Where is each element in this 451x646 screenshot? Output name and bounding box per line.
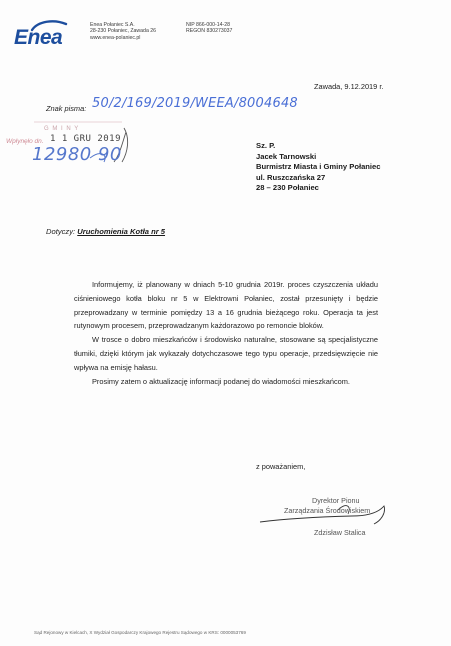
subject-text: Uruchomienia Kotła nr 5 xyxy=(77,227,166,236)
addressee-salutation: Sz. P. xyxy=(256,141,276,150)
letter-body xyxy=(74,278,378,388)
addressee-city: 28 – 230 Połaniec xyxy=(256,183,319,193)
signature-block xyxy=(254,492,404,544)
company-website: www.enea-polaniec.pl xyxy=(90,34,141,41)
company-name: Enea Połaniec S.A. xyxy=(90,22,135,28)
body-paragraph-3: Prosimy zatem o aktualizację informacji podanej do wiadomości mieszkańcom. xyxy=(92,376,350,386)
regon-number: REGON 830273037 xyxy=(186,28,233,35)
signatory-title-line2: Zarządzania Środowiskiem xyxy=(284,506,371,515)
reference-label: Znak pisma: xyxy=(46,104,87,113)
enea-logo xyxy=(14,18,80,48)
addressee-name: Jacek Tarnowski xyxy=(256,151,317,161)
company-info xyxy=(90,22,156,41)
logo-text: Enea xyxy=(14,26,63,49)
company-address: 28-230 Połaniec, Zawada 26 xyxy=(90,28,157,35)
reference-handwritten: 50/2/169/2019/WEEA/8004648 xyxy=(92,96,298,111)
signatory-title-line1: Dyrektor Pionu xyxy=(312,496,360,505)
body-paragraph-1: Informujemy, iż planowany w dniach 5-10 grudnia 2019r. proces czyszczenia układu ciśnieniowego kotła bloku nr 5 w Elektrowni Połaniec, został przesunięty i będzie przeprowadzany w terminie pomiędzy 13 a 16 grudnia bieżącego roku. Operacja ta jest rutynowym procesem, przeprowadzanym każdorazowo po remoncie bloków. xyxy=(74,280,378,331)
addressee-title: Burmistrz Miasta i Gminy Połaniec xyxy=(256,162,381,172)
signatory-name: Zdzisław Stalica xyxy=(314,528,366,537)
nip-number: NIP 866-000-14-28 xyxy=(186,22,231,28)
stamp-handwritten-number: 12980 90 xyxy=(32,144,122,165)
footer-registry-line: Sąd Rejonowy w Kielcach, X Wydział Gospodarczy Krajowego Rejestru Sądowego w KRS: 0000053769 xyxy=(34,630,246,635)
subject-line xyxy=(46,227,165,236)
letter-date: Zawada, 9.12.2019 r. xyxy=(314,82,384,91)
body-paragraph-2: W trosce o dobro mieszkańców i środowisko naturalne, stosowane są specjalistyczne tłumiki, dzięki którym jak wykazały dotychczasowe tego typu operacje, przedsięwzięcie nie wpływa na emisję hałasu. xyxy=(74,335,378,372)
stamp-received-date: 1 1 GRU 2019 xyxy=(50,134,122,144)
received-stamp xyxy=(4,118,154,176)
subject-label: Dotyczy: xyxy=(46,227,76,236)
addressee-block xyxy=(256,141,381,194)
registry-info xyxy=(186,22,232,35)
addressee-street: ul. Ruszczańska 27 xyxy=(256,172,326,182)
page-footer xyxy=(34,630,246,636)
stamp-office-name: G M I N Y xyxy=(44,126,80,132)
closing-text: z poważaniem, xyxy=(256,462,306,471)
stamp-received-label: Wpłynęło dn. xyxy=(6,138,44,145)
